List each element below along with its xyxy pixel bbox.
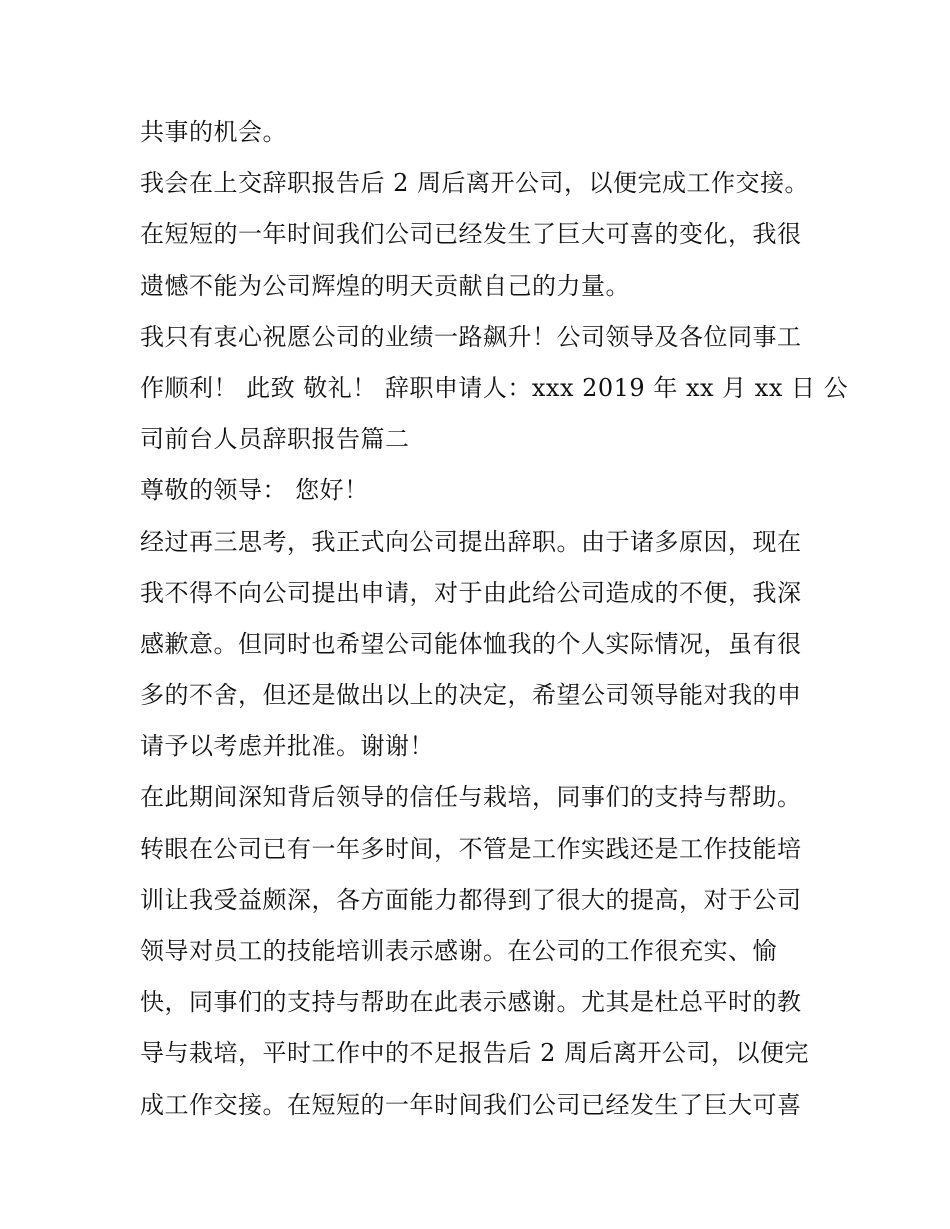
text-line: 领导对员工的技能培训表示感谢。在公司的工作很充实、愉 (140, 937, 777, 965)
text-line: 感歉意。但同时也希望公司能体恤我的个人实际情况，虽有很 (140, 629, 802, 658)
text-line: 经过再三思考，我正式向公司提出辞职。由于诸多原因，现在 (140, 527, 802, 556)
text-line: 成工作交接。在短短的一年时间我们公司已经发生了巨大可喜 (140, 1090, 802, 1119)
text-line: 我会在上交辞职报告后 2 周后离开公司，以便完成工作交接。 (140, 169, 810, 198)
text-line: 快，同事们的支持与帮助在此表示感谢。尤其是杜总平时的教 (140, 988, 802, 1017)
text-line: 共事的机会。 (140, 118, 287, 146)
text-line: 我不得不向公司提出申请，对于由此给公司造成的不便，我深 (140, 578, 802, 607)
text-line: 遗憾不能为公司辉煌的明天贡献自己的力量。 (140, 271, 630, 300)
text-line: 在此期间深知背后领导的信任与栽培，同事们的支持与帮助。 (140, 783, 802, 812)
text-line: 请予以考虑并批准。谢谢！ (140, 732, 434, 761)
text-line: 作顺利！ 此致 敬礼！ 辞职申请人：xxx 2019 年 xx 月 xx 日 公 (140, 373, 849, 402)
text-line: 司前台人员辞职报告篇二 (140, 425, 410, 454)
text-line: 转眼在公司已有一年多时间，不管是工作实践还是工作技能培 (140, 834, 802, 863)
text-line: 多的不舍，但还是做出以上的决定，希望公司领导能对我的申 (140, 681, 802, 710)
text-line: 训让我受益颇深，各方面能力都得到了很大的提高，对于公司 (140, 885, 802, 914)
text-line: 导与栽培，平时工作中的不足报告后 2 周后离开公司，以便完 (140, 1039, 810, 1068)
body-text (140, 107, 849, 1131)
text-line: 我只有衷心祝愿公司的业绩一路飙升！公司领导及各位同事工 (140, 322, 802, 351)
text-line: 在短短的一年时间我们公司已经发生了巨大可喜的变化，我很 (140, 220, 802, 249)
text-line: 尊敬的领导： 您好！ (140, 476, 369, 505)
